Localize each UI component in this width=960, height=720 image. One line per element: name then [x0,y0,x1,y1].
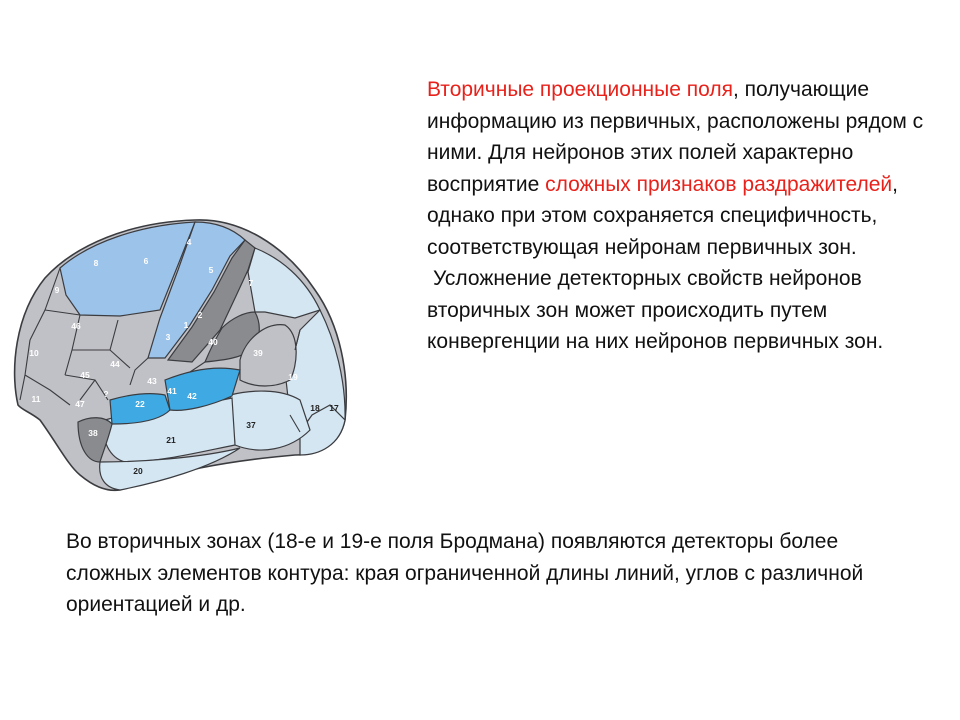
field-9-label: 9 [54,285,60,295]
paragraph-detector-complexity: Усложнение детекторных свойств нейронов вторичных зон может происходить путем конвергенции на них нейронов первичных зон. [427,267,884,353]
field-1-label: 1 [183,320,189,330]
field-7-label: 7 [248,278,254,288]
main-text-block [427,74,952,358]
paragraph-1-text-1: получающие информацию из первичных, расположены рядом с ними. Для нейронов этих полей характерно восприятие [427,78,924,196]
field-22-label: 22 [135,399,145,409]
field-45-label: 45 [80,370,90,380]
field-46-label: 46 [71,321,81,331]
field-43-label: 43 [147,376,157,386]
field-11-label: 11 [31,394,41,404]
field-44-label: 44 [110,359,120,369]
field-5-label: 5 [208,265,214,275]
field-41-label: 41 [167,386,177,396]
field-42-label: 42 [187,391,197,401]
brodmann-brain-diagram [0,200,360,495]
field-39-label: 39 [253,348,263,358]
field-18-label: 18 [310,403,320,413]
field-17-label: 17 [329,403,339,413]
field-10-label: 10 [29,348,39,358]
field-3-label: 3 [165,332,171,342]
secondary-fields-term: Вторичные проекционные поля [427,78,733,101]
field-19-label: 19 [288,372,298,382]
field-6-label: 6 [143,256,149,266]
field-4-label: 4 [186,237,192,247]
field-37-label: 37 [246,420,256,430]
comma-1: , [732,78,739,101]
bottom-paragraph: Во вторичных зонах (18-е и 19-е поля Бродмана) появляются детекторы более сложных элементов контура: края ограниченной длины линий, углов с различной ориентацией и др. [66,530,864,616]
field-unknown-label: ? [103,389,109,399]
field-2-label: 2 [197,310,203,320]
field-20-label: 20 [133,466,143,476]
field-8-label: 8 [93,258,99,268]
field-40-label: 40 [208,337,218,347]
paragraph-1-text-2: однако при этом сохраняется специфичность, соответствующая нейронам первичных зон. [427,204,878,259]
field-21-label: 21 [166,435,176,445]
paragraph-secondary-fields [427,74,952,263]
comma-2: , [892,172,898,196]
field-47-label: 47 [75,399,85,409]
complex-features-term: сложных признаков раздражителей [545,172,893,196]
field-38-label: 38 [88,428,98,438]
